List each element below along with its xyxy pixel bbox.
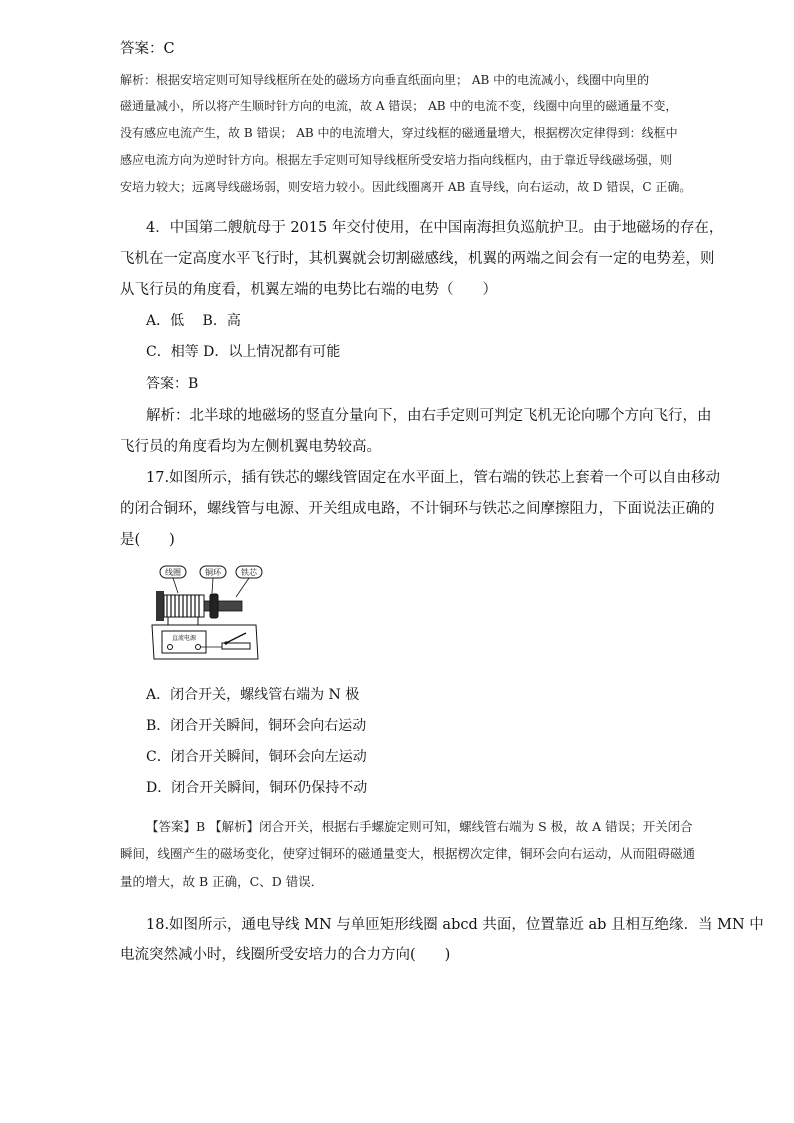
q17-option-d: D．闭合开关瞬间，铜环仍保持不动 [146,780,368,796]
q3-explanation-line-2: 磁通量减小，所以将产生顺时针方向的电流，故 A 错误； AB 中的电流不变，线圈中向里的磁通量不变， [120,99,678,113]
q3-answer: 答案：C [120,41,175,57]
q17-option-b: B．闭合开关瞬间，铜环会向右运动 [146,718,367,734]
q4-stem-line-1: 4．中国第二艘航母于 2015 年交付使用，在中国南海担负巡航护卫。由于地磁场的存在， [146,220,724,236]
q4-option-ab: A．低 B．高 [146,313,241,329]
q4-explanation-line-2: 飞行员的角度看均为左侧机翼电势较高。 [120,439,381,455]
q4-stem-line-2: 飞机在一定高度水平飞行时，其机翼就会切割磁感线，机翼的两端之间会有一定的电势差，则 [120,251,715,267]
q18-stem-line-2: 电流突然减小时，线圈所受安培力的合力方向( ) [120,947,451,963]
q18-stem-line-1: 18.如图所示，通电导线 MN 与单匝矩形线圈 abcd 共面，位置靠近 ab 且相互绝缘．当 MN 中 [146,917,764,933]
q3-explanation-line-1: 解析：根据安培定则可知导线框所在处的磁场方向垂直纸面向里； AB 中的电流减小，线圈中向里的 [120,73,650,87]
q3-explanation-line-4: 感应电流方向为逆时针方向。根据左手定则可知导线框所受安培力指向线框内，由于靠近导线磁场强，则 [120,153,673,167]
q17-stem-line-1: 17.如图所示，插有铁芯的螺线管固定在水平面上，管右端的铁芯上套着一个可以自由移动 [146,470,721,486]
q17-explanation-line-2: 瞬间，线圈产生的磁场变化，使穿过铜环的磁通量变大，根据楞次定律，铜环会向右运动，从而阻碍磁通 [120,846,696,861]
q4-stem-line-3: 从飞行员的角度看，机翼左端的电势比右端的电势（ ） [120,282,497,298]
q17-explanation-line-1: 【答案】B 【解析】闭合开关，根据右手螺旋定则可知，螺线管右端为 S 极，故 A 错误；开关闭合 [146,819,693,834]
label-coil: 线圈 [165,568,181,577]
q17-option-c: C．闭合开关瞬间，铜环会向左运动 [146,749,367,765]
q4-explanation-line-1: 解析：北半球的地磁场的竖直分量向下，由右手定则可判定飞机无论向哪个方向飞行，由 [146,408,712,424]
q4-option-cd: C．相等 D．以上情况都有可能 [146,344,341,360]
label-core: 铁芯 [241,568,257,577]
label-dc-source: 直流电源 [171,635,197,642]
q17-stem-line-2: 的闭合铜环，螺线管与电源、开关组成电路，不计铜环与铁芯之间摩擦阻力，下面说法正确的 [120,501,715,517]
q4-answer: 答案：B [146,376,199,392]
q3-explanation-line-5: 安培力较大；远离导线磁场弱，则安培力较小。因此线圈离开 AB 直导线，向右运动，故 D 错误，C 正确。 [120,180,692,194]
solenoid-circuit-figure [148,563,266,661]
label-ring: 铜环 [205,568,221,577]
q17-option-a: A．闭合开关，螺线管右端为 N 极 [146,687,360,703]
q17-explanation-line-3: 量的增大，故 B 正确，C、D 错误． [120,874,324,889]
q3-explanation-line-3: 没有感应电流产生，故 B 错误； AB 中的电流增大，穿过线框的磁通量增大，根据楞次定律得到：线框中 [120,126,678,140]
q17-stem-line-3: 是( ) [120,532,175,548]
